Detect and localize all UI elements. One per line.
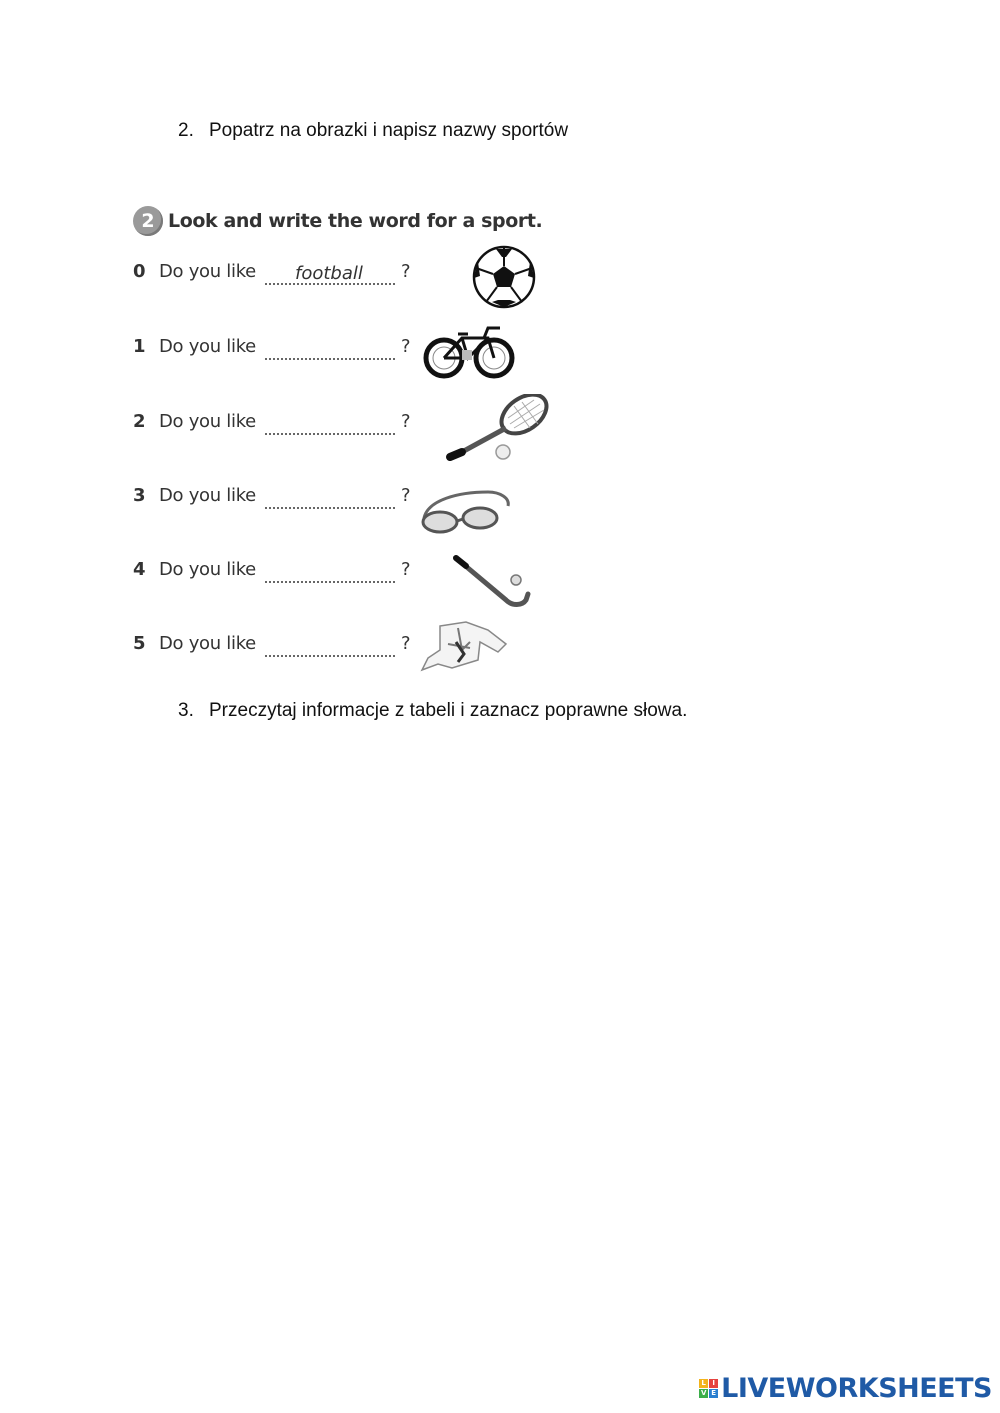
question-mark: ? <box>401 632 411 654</box>
question-number: 1 <box>133 335 146 357</box>
question-row <box>133 256 411 286</box>
instruction-number: 3. <box>178 700 194 721</box>
question-mark: ? <box>401 410 411 432</box>
question-row <box>133 628 411 658</box>
exercise-heading <box>133 205 542 237</box>
question-prompt: Do you like <box>159 410 256 432</box>
example-answer: football <box>295 263 363 284</box>
instruction-text: Popatrz na obrazki i napisz nazwy sportów <box>209 120 569 141</box>
question-number: 3 <box>133 484 146 506</box>
question-mark: ? <box>401 484 411 506</box>
question-mark: ? <box>401 558 411 580</box>
question-row <box>133 480 411 510</box>
liveworksheets-logo <box>699 1373 992 1404</box>
instruction-2 <box>178 120 568 142</box>
answer-blank[interactable] <box>265 332 395 360</box>
tennis-racket-icon <box>444 394 554 464</box>
question-mark: ? <box>401 335 411 357</box>
judo-outfit-icon <box>418 620 514 672</box>
bicycle-icon <box>422 322 518 382</box>
answer-blank[interactable] <box>265 407 395 435</box>
hockey-stick-icon <box>452 554 534 612</box>
answer-blank[interactable] <box>265 481 395 509</box>
instruction-3 <box>178 700 687 722</box>
question-prompt: Do you like <box>159 632 256 654</box>
question-row <box>133 331 411 361</box>
answer-blank[interactable] <box>265 629 395 657</box>
instruction-number: 2. <box>178 120 194 141</box>
football-icon <box>470 244 538 310</box>
exercise-number-badge: 2 <box>133 206 163 236</box>
question-prompt: Do you like <box>159 558 256 580</box>
swimming-goggles-icon <box>418 484 514 536</box>
answer-blank[interactable] <box>265 555 395 583</box>
question-number: 0 <box>133 260 146 282</box>
question-number: 5 <box>133 632 146 654</box>
logo-mark-icon: L I V E <box>699 1379 718 1398</box>
question-prompt: Do you like <box>159 484 256 506</box>
answer-blank[interactable] <box>265 257 395 285</box>
question-prompt: Do you like <box>159 335 256 357</box>
question-mark: ? <box>401 260 411 282</box>
question-row <box>133 554 411 584</box>
question-row <box>133 406 411 436</box>
instruction-text: Przeczytaj informacje z tabeli i zaznacz poprawne słowa. <box>209 700 688 721</box>
question-number: 2 <box>133 410 146 432</box>
question-prompt: Do you like <box>159 260 256 282</box>
exercise-title: Look and write the word for a sport. <box>168 210 543 232</box>
question-number: 4 <box>133 558 146 580</box>
logo-text: LIVEWORKSHEETS <box>721 1373 992 1404</box>
